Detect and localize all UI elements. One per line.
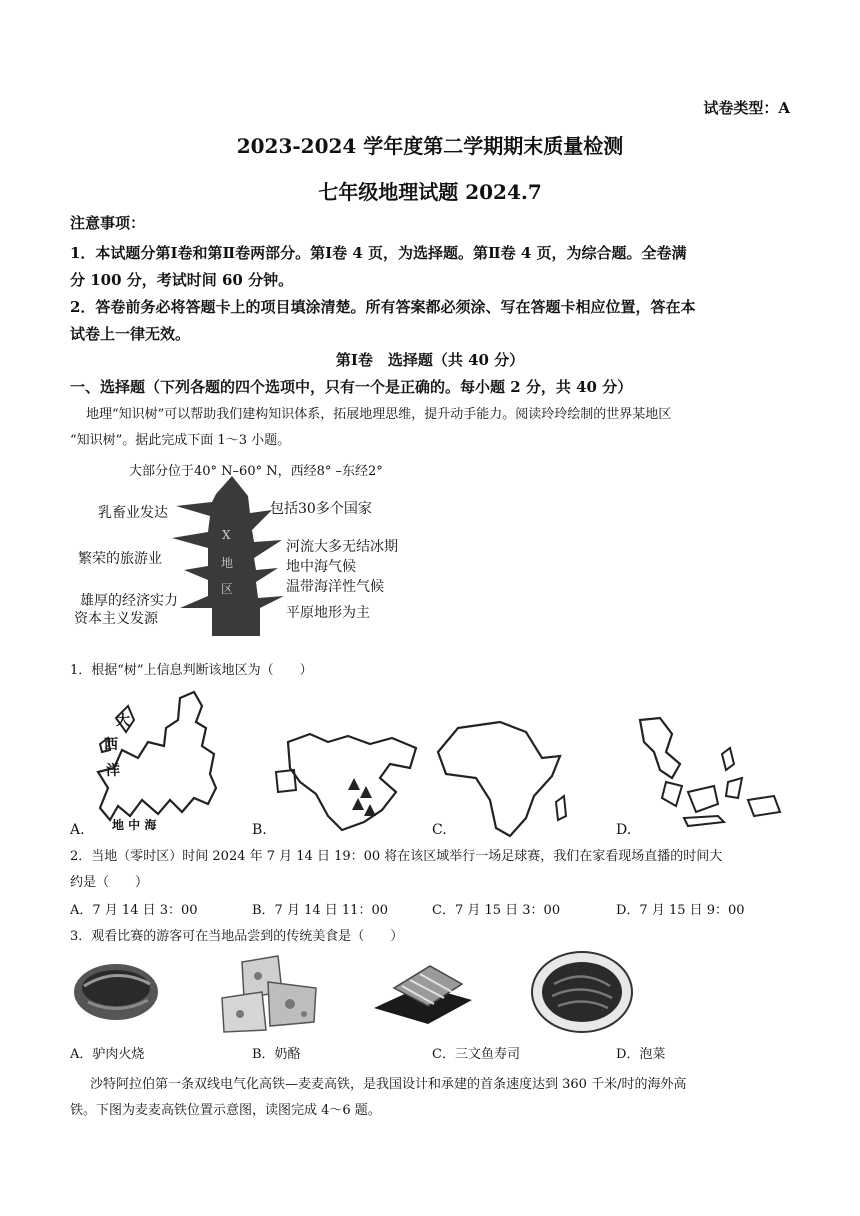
q2-option-b[interactable]: B．7 月 14 日 11：00	[252, 903, 388, 918]
tree-left-label-1: 乳畜业发达	[98, 505, 168, 521]
tree-right-label-1: 包括30多个国家	[270, 501, 372, 517]
q2-option-a[interactable]: A．7 月 14 日 3：00	[70, 903, 198, 918]
tree-top-label: 大部分位于40° N–60° N，西经8° –东经2°	[129, 464, 383, 479]
question-1: 1．根据“树”上信息判断该地区为（ ）	[70, 663, 313, 678]
tree-trunk-char-3: 区	[221, 582, 234, 596]
exam-subtitle: 七年级地理试题 2024.7	[318, 180, 542, 204]
question-2-line-2: 约是（ ）	[70, 875, 149, 890]
map-ocean-char-2: 西	[104, 737, 118, 753]
q3-option-b[interactable]: B．奶酪	[252, 1047, 301, 1062]
knowledge-tree-figure	[72, 458, 432, 650]
tree-left-label-4: 资本主义发源	[74, 611, 158, 627]
q1-option-a[interactable]: A.	[70, 822, 85, 838]
southeast-asia-outline-icon	[626, 712, 786, 838]
map-ocean-char-3: 洋	[106, 763, 120, 779]
middle-east-outline-icon	[270, 720, 430, 838]
note-1-line-2: 分 100 分，考试时间 60 分钟。	[70, 271, 294, 289]
intro-1-line-2: “知识树”。据此完成下面 1～3 小题。	[70, 433, 291, 448]
tree-right-label-3: 地中海气候	[286, 559, 356, 575]
map-ocean-char-1: 大	[116, 713, 130, 729]
salmon-icon	[370, 958, 476, 1034]
tree-left-label-2: 繁荣的旅游业	[78, 551, 162, 567]
intro-2-line-1: 沙特阿拉伯第一条双线电气化高铁—麦麦高铁，是我国设计和承建的首条速度达到 360 千米/时的海外高	[90, 1077, 687, 1092]
option-b-map-middle-east	[270, 720, 430, 838]
option-a-map-europe	[70, 688, 230, 838]
option-d-map-southeast-asia	[626, 712, 786, 838]
tree-right-label-4: 温带海洋性气候	[286, 579, 384, 595]
note-2-line-2: 试卷上一律无效。	[70, 325, 191, 343]
q1-option-c[interactable]: C.	[432, 822, 447, 838]
option-c-map-africa	[430, 718, 580, 838]
question-3: 3．观看比赛的游客可在当地品尝到的传统美食是（ ）	[70, 929, 404, 944]
cheese-icon	[218, 952, 322, 1034]
question-2-line-1: 2．当地（零时区）时间 2024 年 7 月 14 日 19：00 将在该区域举行一场足球赛，我们在家看现场直播的时间大	[70, 849, 723, 864]
notes-heading: 注意事项：	[70, 214, 146, 232]
paper-type: 试卷类型：A	[703, 99, 790, 117]
tree-trunk-char-1: X	[222, 528, 231, 542]
note-2-line-1: 2．答卷前务必将答题卡上的项目填涂清楚。所有答案都必须涂、写在答题卡相应位置，答在本	[70, 298, 696, 316]
q1-option-d[interactable]: D.	[616, 822, 632, 838]
donkey-burger-icon	[70, 956, 170, 1032]
food-image-donkey-burger	[70, 956, 170, 1032]
intro-1-line-1: 地理“知识树”可以帮助我们建构知识体系，拓展地理思维，提升动手能力。阅读玲玲绘制的世界某地区	[86, 407, 672, 422]
africa-outline-icon	[430, 718, 580, 838]
tree-trunk-char-2: 地	[221, 556, 234, 570]
food-image-cheese	[218, 952, 322, 1034]
food-image-salmon-sushi	[370, 958, 476, 1034]
tree-right-label-5: 平原地形为主	[286, 605, 370, 621]
tree-right-label-2: 河流大多无结冰期	[286, 539, 398, 555]
intro-2-line-2: 铁。下图为麦麦高铁位置示意图，读图完成 4～6 题。	[70, 1103, 381, 1118]
q3-option-c[interactable]: C．三文鱼寿司	[432, 1047, 520, 1062]
q1-option-b[interactable]: B.	[252, 822, 267, 838]
map-sea-label: 地 中 海	[112, 818, 157, 832]
section-1-title: 第Ⅰ卷 选择题（共 40 分）	[335, 351, 525, 369]
note-1-line-1: 1．本试题分第Ⅰ卷和第Ⅱ卷两部分。第Ⅰ卷 4 页，为选择题。第Ⅱ卷 4 页，为综合题。全卷满	[70, 244, 687, 262]
q3-option-d[interactable]: D．泡菜	[616, 1047, 666, 1062]
kimchi-icon	[528, 948, 636, 1036]
exam-title: 2023-2024 学年度第二学期期末质量检测	[236, 134, 624, 158]
tree-left-label-3: 雄厚的经济实力	[80, 593, 178, 609]
q3-option-a[interactable]: A．驴肉火烧	[70, 1047, 145, 1062]
part-1-heading: 一、选择题（下列各题的四个选项中，只有一个是正确的。每小题 2 分，共 40 分）	[70, 378, 633, 396]
food-image-kimchi	[528, 948, 636, 1036]
q2-option-d[interactable]: D．7 月 15 日 9：00	[616, 903, 745, 918]
q2-option-c[interactable]: C．7 月 15 日 3：00	[432, 903, 561, 918]
